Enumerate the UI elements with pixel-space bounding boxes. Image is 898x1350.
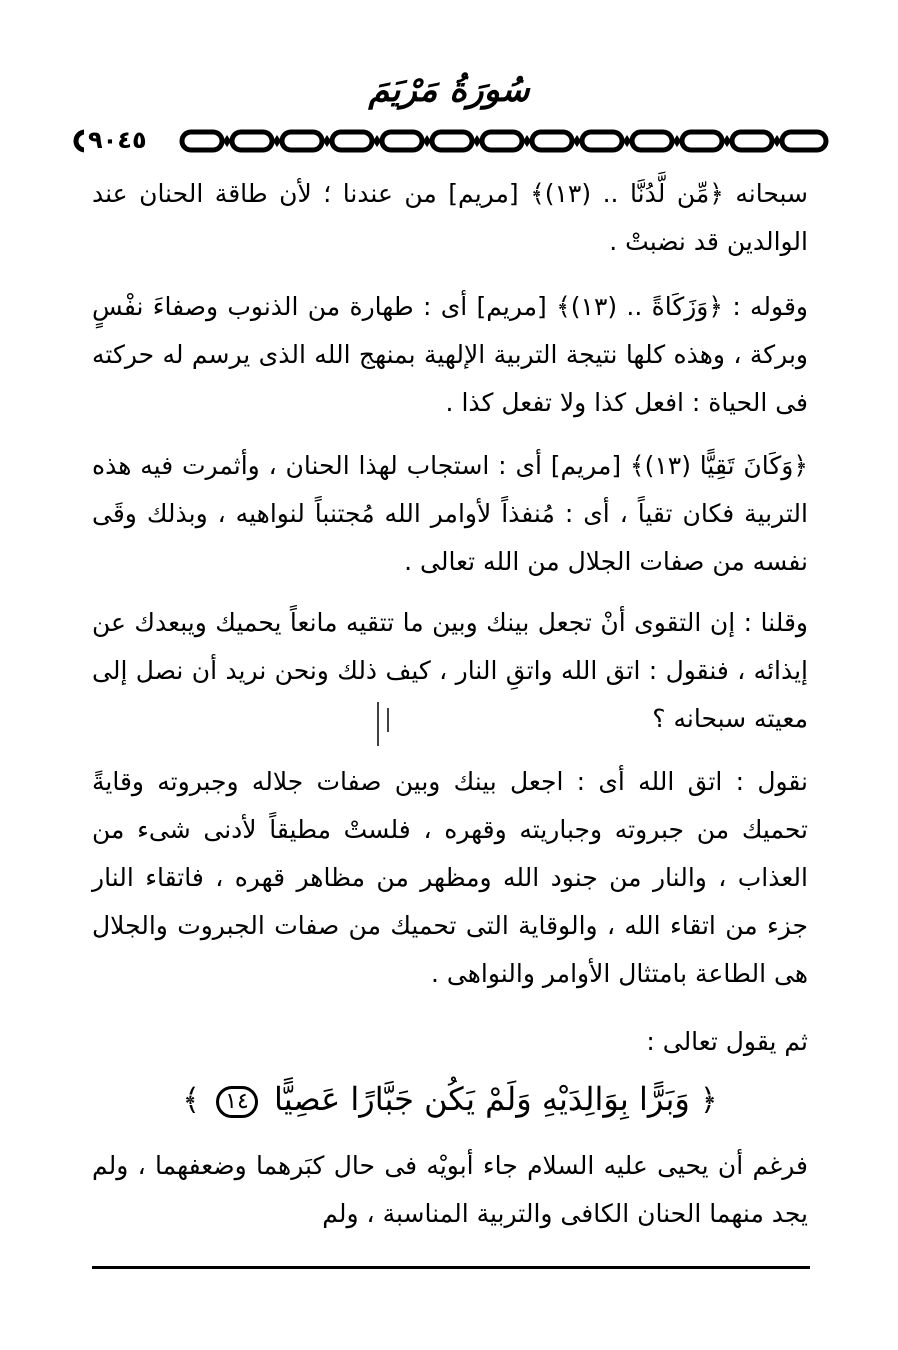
paragraph-4: وقلنا : إن التقوى أنْ تجعل بينك وبين ما تتقيه مانعاً يحميك ويبعدك عن إيذائه ، فنقول : اتق الله واتقِ النار ، كيف ذلك ونحن نريد أن نصل إلى معيته سبحانه ؟ <box>92 608 808 733</box>
verse-number: ١٤ <box>216 1086 258 1118</box>
paragraph-2: وقوله : ﴿وَزَكَاةً .. (١٣)﴾ [مريم] أى : طهارة من الذنوب وصفاءَ نفْسٍ وبركة ، وهذه كلها نتيجة التربية الإلهية بمنهج الله الذى يرسم له حركته فى الحياة : افعل كذا ولا تفعل كذا . <box>92 292 808 417</box>
footer-rule <box>92 1266 810 1269</box>
verse-open-bracket: ﴿ <box>700 1083 718 1118</box>
page-number: ٩٠٤٥ <box>84 126 151 154</box>
header-ornament <box>70 124 835 158</box>
surah-title: سُورَةُ مَرْيَمَ <box>368 70 530 110</box>
quran-verse <box>160 1072 740 1126</box>
verse-text: وَبَرًّا بِوَالِدَيْهِ وَلَمْ يَكُن جَبَّارًا عَصِيًّا <box>273 1080 690 1118</box>
verse-close-bracket: ﴾ <box>182 1083 200 1118</box>
margin-marks <box>376 702 390 746</box>
paragraph-3: ﴿وَكَانَ تَقِيًّا (١٣)﴾ [مريم] أى : استجاب لهذا الحنان ، وأثمرت فيه هذه التربية فكان تقياً ، أى : مُنفذاً لأوامر الله مُجتنباً لنواهيه ، وبذلك وقَى نفسه من صفات الجلال من الله تعالى . <box>92 451 808 576</box>
paragraph-5: نقول : اتق الله أى : اجعل بينك وبين صفات جلاله وجبروته وقايةً تحميك من جبروته وجباريته وقهره ، فلستْ مطيقاً لأدنى شىء من العذاب ، والنار من جنود الله ومظهر من مظاهر قهره ، فاتقاء النار جزء من اتقاء الله ، والوقاية التى تحميك من صفات الجبروت والجلال هى الطاعة بامتثال الأوامر والنواهى . <box>92 767 808 988</box>
paragraph-1: سبحانه ﴿مِّن لَّدُنَّا .. (١٣)﴾ [مريم] من عندنا ؛ لأن طاقة الحنان عند الوالدين قد نضبتْ . <box>92 179 808 256</box>
paragraph-6: ثم يقول تعالى : <box>646 1027 808 1056</box>
paragraph-7: فرغم أن يحيى عليه السلام جاء أبويْه فى حال كبَرهما وضعفهما ، ولم يجد منهما الحنان الكافى والتربية المناسبة ، ولم <box>92 1151 808 1228</box>
